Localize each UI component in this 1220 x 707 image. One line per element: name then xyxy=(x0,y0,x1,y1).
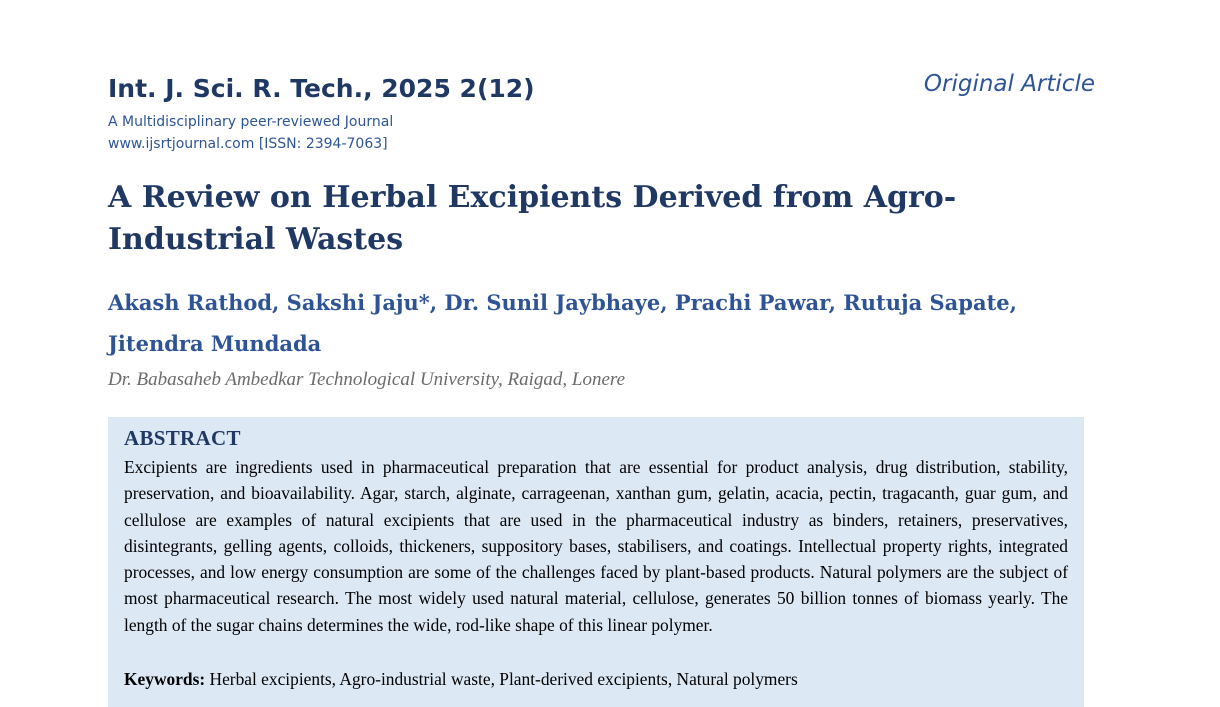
keywords-list: Herbal excipients, Agro-industrial waste, Plant-derived excipients, Natural polymers xyxy=(209,669,798,689)
keywords-label: Keywords: xyxy=(124,669,206,689)
journal-title: Int. J. Sci. R. Tech., 2025 2(12) xyxy=(108,74,535,103)
author-list: Akash Rathod, Sakshi Jaju*, Dr. Sunil Jaybhaye, Prachi Pawar, Rutuja Sapate, Jitendra Mundada xyxy=(108,290,1017,356)
journal-website: www.ijsrtjournal.com [ISSN: 2394-7063] xyxy=(108,136,388,152)
abstract-heading: ABSTRACT xyxy=(124,426,241,450)
abstract-body: Excipients are ingredients used in pharmaceutical preparation that are essential for product analysis, drug distribution, stability, preservation, and bioavailability. Agar, starch, alginate, carrageenan, xanthan gum, gelatin, acacia, pectin, tragacanth, guar gum, and cellulose are examples of natural excipients that are used in the pharmaceutical industry as binders, retainers, preservatives, disintegrants, gelling agents, colloids, thickeners, suppository bases, stabilisers, and coatings. Intellectual property rights, integrated processes, and low energy consumption are some of the challenges faced by plant-based products. Natural polymers are the subject of most pharmaceutical research. The most widely used natural material, cellulose, generates 50 billion tonnes of biomass yearly. The length of the sugar chains determines the wide, rod-like shape of this linear polymer. xyxy=(124,457,1068,635)
journal-subtitle: A Multidisciplinary peer-reviewed Journal xyxy=(108,114,394,130)
author-affiliation: Dr. Babasaheb Ambedkar Technological University, Raigad, Lonere xyxy=(108,369,625,390)
keywords-line xyxy=(124,666,1068,692)
paper-title: A Review on Herbal Excipients Derived from Agro-Industrial Wastes xyxy=(108,180,957,257)
article-type-label: Original Article xyxy=(923,71,1095,97)
abstract-section xyxy=(108,417,1084,707)
